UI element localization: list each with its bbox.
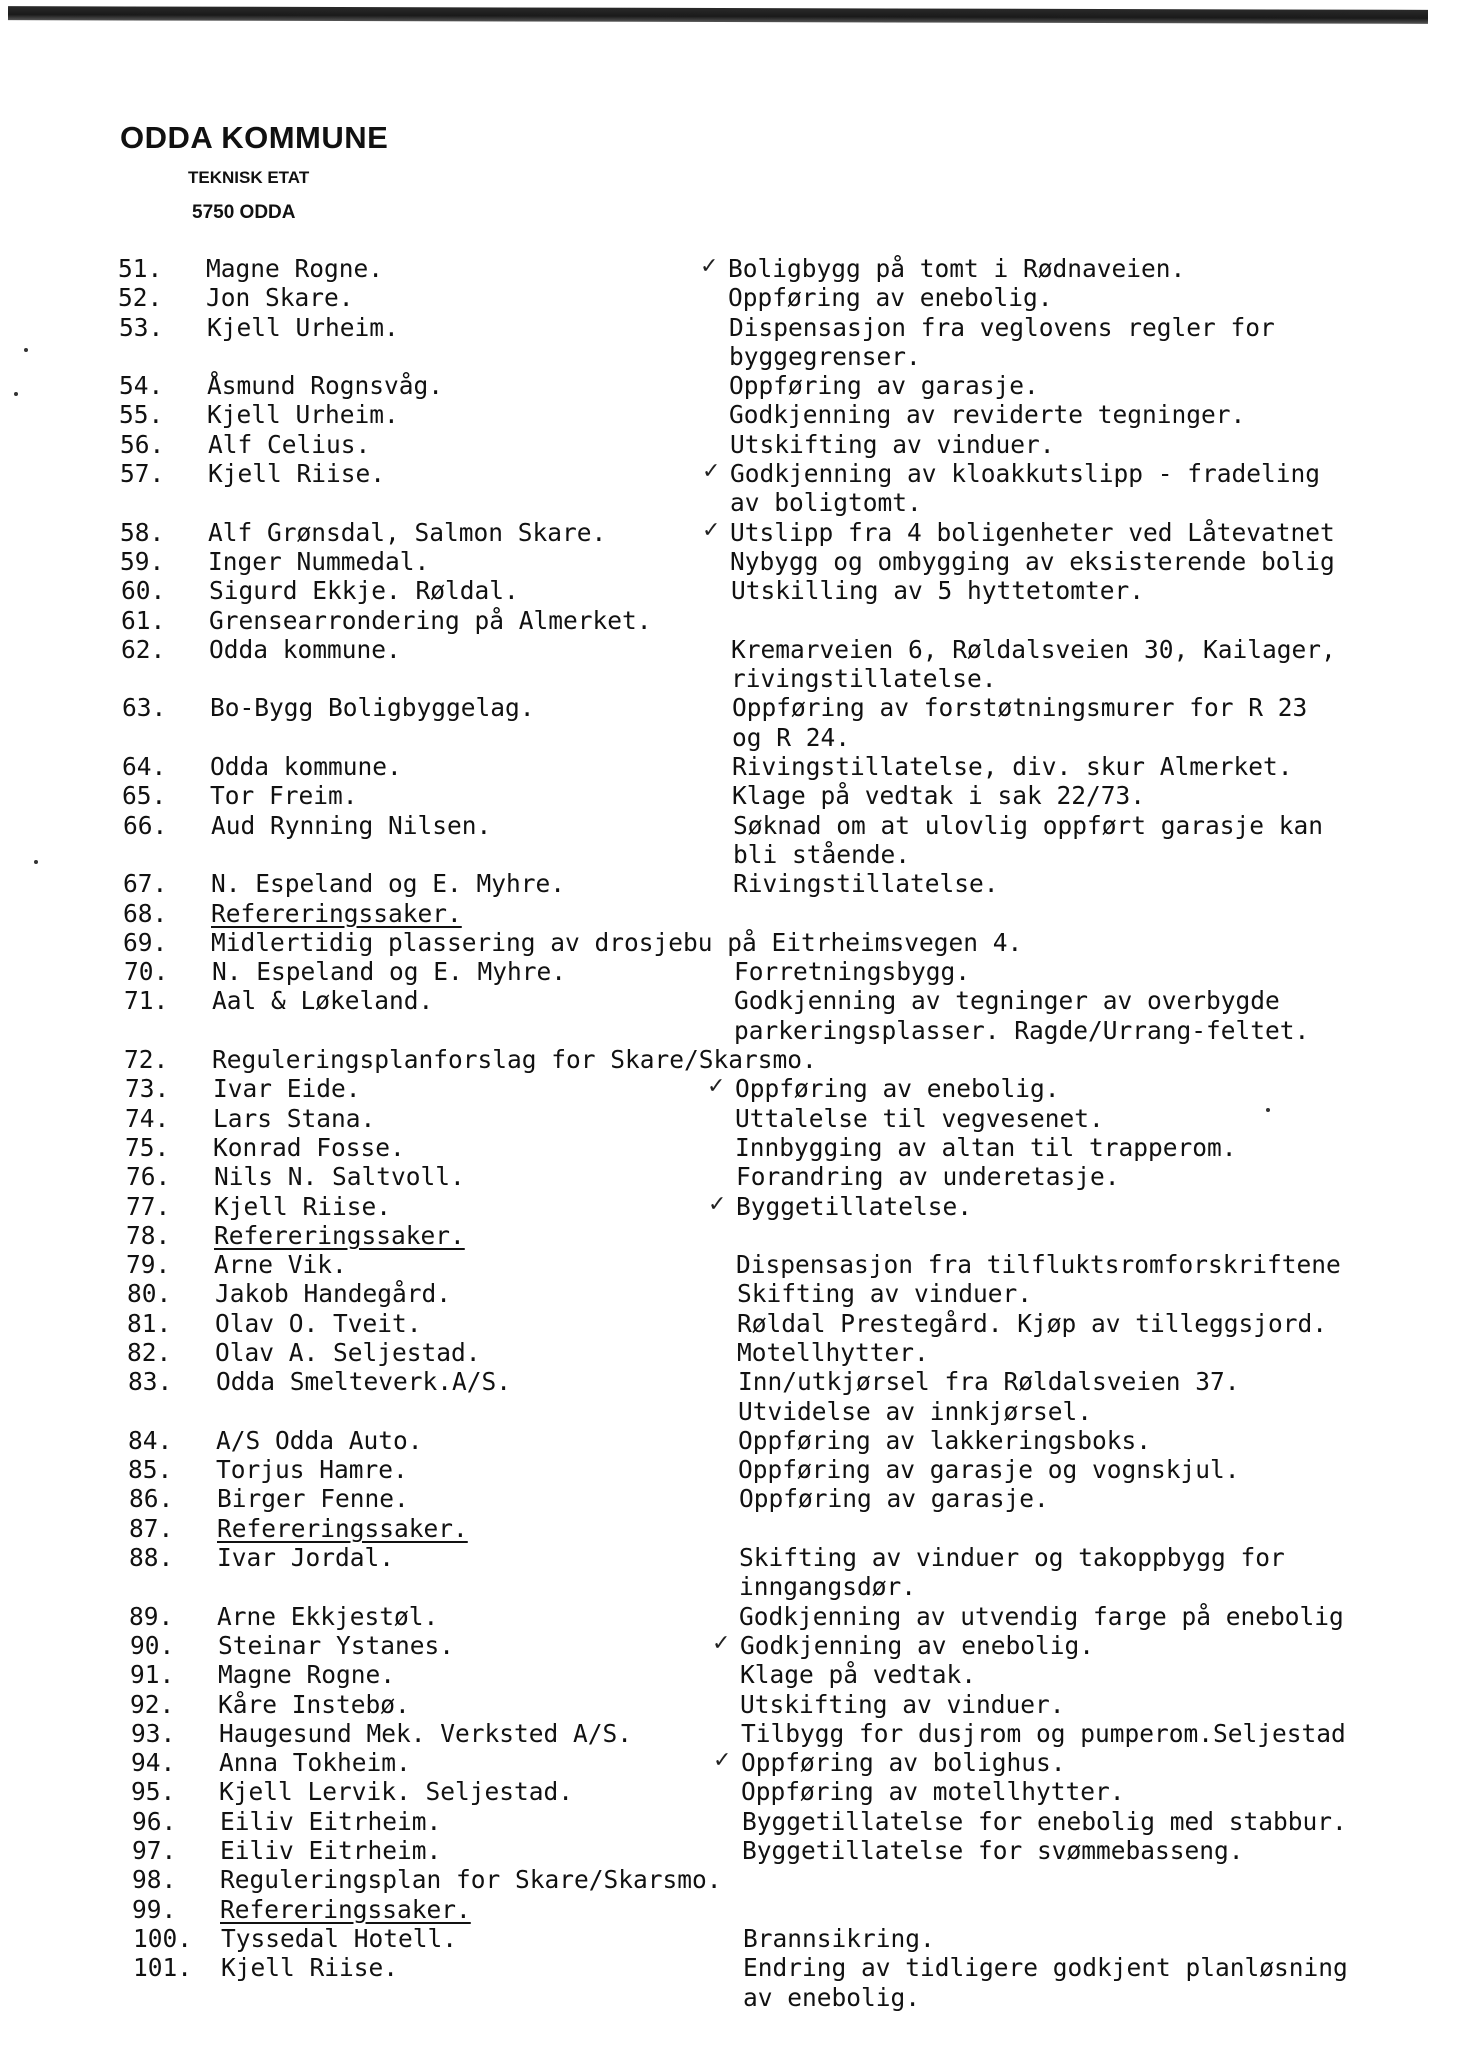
case-entry xyxy=(124,957,1458,986)
case-description xyxy=(737,1279,1032,1308)
applicant-name: Haugesund Mek. Verksted A/S. xyxy=(219,1718,633,1748)
case-description xyxy=(743,1924,935,1953)
case-title: Grensearrondering på Almerket. xyxy=(209,605,652,635)
case-number: 90. xyxy=(130,1630,175,1660)
description-line: Klage på vedtak. xyxy=(740,1660,977,1690)
case-number: 92. xyxy=(130,1689,175,1719)
case-number: 79. xyxy=(126,1250,171,1280)
case-number: 70. xyxy=(124,957,169,987)
handwritten-check-icon: ✓ xyxy=(708,1191,727,1217)
case-description xyxy=(739,1602,1344,1631)
description-line: Utskifting av vinduer. xyxy=(730,429,1055,459)
case-entry xyxy=(130,1660,1458,1689)
case-entry xyxy=(122,781,1458,810)
case-description xyxy=(738,1367,1240,1426)
description-line: byggegrenser. xyxy=(729,341,921,371)
applicant-name: N. Espeland og E. Myhre. xyxy=(212,957,567,987)
case-entry xyxy=(120,518,1458,547)
case-description xyxy=(713,1748,1066,1778)
applicant-name: Kjell Lervik. Seljestad. xyxy=(219,1777,574,1807)
case-title: Reguleringsplanforslag for Skare/Skarsmo. xyxy=(212,1045,817,1075)
case-entry xyxy=(124,986,1458,1045)
case-description xyxy=(730,430,1055,459)
case-entry xyxy=(121,576,1458,605)
case-number: 98. xyxy=(132,1865,177,1895)
scan-speck xyxy=(14,392,18,396)
case-entry xyxy=(133,1953,1458,2012)
case-number: 54. xyxy=(119,371,164,401)
applicant-name: Kjell Riise. xyxy=(214,1191,392,1221)
applicant-name: Kjell Riise. xyxy=(221,1953,399,1983)
applicant-name: Alf Grønsdal, Salmon Skare. xyxy=(208,517,607,547)
letterhead-address: 5750 ODDA xyxy=(192,202,296,223)
case-title: Reguleringsplan for Skare/Skarsmo. xyxy=(220,1865,722,1895)
case-number: 59. xyxy=(120,546,165,576)
description-line: Rivingstillatelse, div. skur Almerket. xyxy=(732,752,1293,782)
case-number: 77. xyxy=(126,1191,171,1221)
description-line: Byggetillatelse for enebolig med stabbur. xyxy=(742,1806,1347,1836)
description-line: Nybygg og ombygging av eksisterende bolig xyxy=(730,546,1335,576)
case-description xyxy=(734,986,1309,1045)
applicant-name: Lars Stana. xyxy=(213,1103,376,1133)
case-list xyxy=(118,254,1458,2012)
description-line: og R 24. xyxy=(732,722,851,752)
applicant-name: A/S Odda Auto. xyxy=(216,1425,423,1455)
description-line: Tilbygg for dusjrom og pumperom.Seljestad xyxy=(741,1718,1346,1748)
applicant-name: Olav A. Seljestad. xyxy=(215,1337,481,1367)
case-description xyxy=(735,1133,1237,1162)
case-entry xyxy=(120,547,1458,576)
case-entry xyxy=(129,1484,1458,1513)
description-line: Motellhytter. xyxy=(737,1337,929,1367)
case-description xyxy=(712,1630,1095,1660)
case-number: 56. xyxy=(120,429,165,459)
case-number: 78. xyxy=(126,1220,171,1250)
case-entry xyxy=(131,1777,1458,1806)
description-line: Utskifting av vinduer. xyxy=(740,1689,1065,1719)
case-entry xyxy=(125,1074,1458,1103)
handwritten-check-icon: ✓ xyxy=(713,1748,732,1774)
case-description xyxy=(741,1777,1125,1806)
handwritten-check-icon: ✓ xyxy=(702,517,721,543)
case-entry xyxy=(121,606,1458,635)
description-line: Dispensasjon fra tilfluktsromforskriftene xyxy=(736,1250,1341,1280)
case-number: 69. xyxy=(123,927,168,957)
case-entry xyxy=(123,811,1458,870)
case-description xyxy=(738,1426,1151,1455)
case-number: 57. xyxy=(120,459,165,489)
description-line: Oppføring av enebolig. xyxy=(728,283,1053,313)
case-number: 62. xyxy=(121,634,166,664)
case-number: 52. xyxy=(118,283,163,313)
handwritten-check-icon: ✓ xyxy=(702,459,721,485)
case-number: 71. xyxy=(124,986,169,1016)
handwritten-check-icon: ✓ xyxy=(700,254,719,279)
handwritten-check-icon: ✓ xyxy=(707,1074,726,1100)
description-line: Klage på vedtak i sak 22/73. xyxy=(732,781,1146,811)
case-description xyxy=(702,459,1321,518)
case-number: 61. xyxy=(121,605,166,635)
description-line: Kremarveien 6, Røldalsveien 30, Kailager, xyxy=(731,634,1336,664)
description-line: Skifting av vinduer. xyxy=(737,1279,1033,1309)
case-entry xyxy=(126,1192,1458,1221)
case-entry xyxy=(132,1836,1458,1865)
case-number: 68. xyxy=(123,898,168,928)
case-number: 73. xyxy=(125,1074,170,1104)
applicant-name: Inger Nummedal. xyxy=(208,546,430,576)
case-number: 94. xyxy=(131,1748,176,1778)
applicant-name: Sigurd Ekkje. Røldal. xyxy=(209,576,519,606)
description-line: Oppføring av enebolig. xyxy=(735,1074,1060,1104)
case-description xyxy=(728,283,1053,312)
case-entry xyxy=(131,1719,1458,1748)
description-line: Uttalelse til vegvesenet. xyxy=(735,1103,1104,1133)
case-entry xyxy=(126,1221,1458,1250)
applicant-name: Nils N. Saltvoll. xyxy=(214,1162,465,1192)
case-number: 100. xyxy=(133,1923,193,1953)
case-entry xyxy=(132,1807,1458,1836)
handwritten-check-icon: ✓ xyxy=(712,1630,731,1656)
description-line: Forretningsbygg. xyxy=(734,957,971,987)
case-entry xyxy=(119,400,1458,429)
description-line: Forandring av underetasje. xyxy=(736,1162,1120,1192)
case-entry xyxy=(127,1338,1458,1367)
case-number: 99. xyxy=(132,1894,177,1924)
case-entry xyxy=(119,371,1458,400)
case-description xyxy=(700,254,1186,283)
description-line: av enebolig. xyxy=(743,1982,921,2012)
applicant-name: Ivar Jordal. xyxy=(217,1543,395,1573)
applicant-name: Birger Fenne. xyxy=(217,1484,409,1514)
section-heading: Refereringssaker. xyxy=(214,1220,465,1250)
scan-speck xyxy=(24,348,28,352)
case-entry xyxy=(129,1602,1458,1631)
case-entry xyxy=(128,1426,1458,1455)
case-description xyxy=(734,957,970,986)
applicant-name: Jon Skare. xyxy=(206,283,354,313)
section-heading: Refereringssaker. xyxy=(220,1894,471,1924)
description-line: Oppføring av garasje og vognskjul. xyxy=(738,1455,1240,1485)
description-line: Oppføring av bolighus. xyxy=(741,1748,1066,1778)
applicant-name: Torjus Hamre. xyxy=(216,1455,408,1485)
applicant-name: Kjell Urheim. xyxy=(207,312,399,342)
case-number: 80. xyxy=(127,1279,172,1309)
case-entry xyxy=(127,1309,1458,1338)
applicant-name: Tor Freim. xyxy=(210,781,358,811)
scan-speck xyxy=(34,860,38,864)
case-number: 58. xyxy=(120,517,165,547)
case-number: 88. xyxy=(129,1543,174,1573)
case-number: 76. xyxy=(126,1162,171,1192)
description-line: Godkjenning av tegninger av overbygde xyxy=(734,986,1280,1016)
applicant-name: Ivar Eide. xyxy=(213,1074,361,1104)
description-line: Brannsikring. xyxy=(743,1923,935,1953)
case-description xyxy=(740,1690,1065,1719)
case-description xyxy=(736,1250,1341,1279)
description-line: Rivingstillatelse. xyxy=(733,869,999,899)
case-number: 60. xyxy=(121,576,166,606)
case-entry xyxy=(125,1104,1458,1133)
case-number: 83. xyxy=(128,1367,173,1397)
case-description xyxy=(742,1836,1244,1865)
case-description xyxy=(743,1953,1348,2012)
case-number: 75. xyxy=(125,1132,170,1162)
case-number: 93. xyxy=(131,1718,176,1748)
applicant-name: Magne Rogne. xyxy=(218,1660,396,1690)
applicant-name: Åsmund Rognsvåg. xyxy=(207,371,444,401)
case-number: 55. xyxy=(119,400,164,430)
case-number: 87. xyxy=(129,1513,174,1543)
case-entry xyxy=(126,1250,1458,1279)
description-line: av boligtomt. xyxy=(730,488,922,518)
applicant-name: Kjell Urheim. xyxy=(207,400,399,430)
case-entry xyxy=(123,899,1458,928)
case-entry xyxy=(123,869,1458,898)
description-line: Utslipp fra 4 boligenheter ved Låtevatnet xyxy=(730,517,1335,547)
applicant-name: Kjell Riise. xyxy=(208,459,386,489)
applicant-name: Odda kommune. xyxy=(210,752,402,782)
case-description xyxy=(733,811,1323,870)
case-entry xyxy=(133,1924,1458,1953)
case-description xyxy=(735,1104,1104,1133)
description-line: inngangsdør. xyxy=(739,1572,917,1602)
applicant-name: Aud Rynning Nilsen. xyxy=(211,810,492,840)
description-line: Godkjenning av enebolig. xyxy=(740,1630,1095,1660)
case-description xyxy=(733,869,999,898)
description-line: Oppføring av lakkeringsboks. xyxy=(738,1425,1152,1455)
description-line: Oppføring av garasje. xyxy=(739,1484,1049,1514)
case-entry xyxy=(128,1455,1458,1484)
case-description xyxy=(731,576,1144,605)
applicant-name: Tyssedal Hotell. xyxy=(221,1923,458,1953)
case-description xyxy=(732,781,1145,810)
description-line: Boligbygg på tomt i Rødnaveien. xyxy=(728,254,1186,283)
case-entry xyxy=(132,1865,1458,1894)
case-entry xyxy=(120,459,1458,518)
description-line: Byggetillatelse. xyxy=(736,1191,973,1221)
case-number: 82. xyxy=(127,1337,172,1367)
case-entry xyxy=(132,1895,1458,1924)
applicant-name: Eiliv Eitrheim. xyxy=(220,1836,442,1866)
applicant-name: Alf Celius. xyxy=(208,429,371,459)
case-description xyxy=(732,693,1307,752)
case-description xyxy=(730,547,1335,576)
case-description xyxy=(732,752,1293,781)
case-number: 101. xyxy=(133,1953,193,1983)
section-heading: Refereringssaker. xyxy=(211,898,462,928)
description-line: Inn/utkjørsel fra Røldalsveien 37. xyxy=(738,1367,1240,1397)
case-description xyxy=(736,1162,1120,1191)
case-number: 95. xyxy=(131,1777,176,1807)
description-line: Utskilling av 5 hyttetomter. xyxy=(731,576,1145,606)
case-number: 97. xyxy=(132,1836,177,1866)
case-entry xyxy=(122,752,1458,781)
case-description xyxy=(738,1455,1240,1484)
case-description xyxy=(741,1719,1346,1748)
applicant-name: Aal & Løkeland. xyxy=(212,986,434,1016)
case-number: 84. xyxy=(128,1425,173,1455)
applicant-name: Bo-Bygg Boligbyggelag. xyxy=(210,693,535,723)
description-line: Godkjenning av reviderte tegninger. xyxy=(729,400,1246,430)
section-heading: Refereringssaker. xyxy=(217,1513,468,1543)
description-line: Godkjenning av utvendig farge på enebolig xyxy=(739,1601,1344,1631)
applicant-name: Odda Smelteverk.A/S. xyxy=(216,1367,512,1397)
case-entry xyxy=(124,1045,1458,1074)
description-line: Oppføring av forstøtningsmurer for R 23 xyxy=(732,693,1308,723)
case-entry xyxy=(129,1514,1458,1543)
case-entry xyxy=(125,1133,1458,1162)
scan-top-edge xyxy=(8,6,1428,24)
case-number: 63. xyxy=(122,693,167,723)
case-number: 51. xyxy=(118,254,163,283)
applicant-name: Anna Tokheim. xyxy=(219,1748,411,1778)
case-entry xyxy=(122,693,1458,752)
applicant-name: Arne Ekkjestøl. xyxy=(217,1601,439,1631)
case-entry xyxy=(118,254,1458,283)
case-entry xyxy=(120,430,1458,459)
case-title: Midlertidig plassering av drosjebu på Eitrheimsvegen 4. xyxy=(211,927,1023,957)
description-line: Oppføring av motellhytter. xyxy=(741,1777,1125,1807)
applicant-name: Eiliv Eitrheim. xyxy=(220,1806,442,1836)
case-description xyxy=(729,313,1275,372)
case-description xyxy=(737,1309,1327,1338)
description-line: parkeringsplasser. Ragde/Urrang-feltet. xyxy=(734,1015,1310,1045)
case-entry xyxy=(129,1543,1458,1602)
description-line: bli stående. xyxy=(733,839,911,869)
applicant-name: Steinar Ystanes. xyxy=(218,1630,455,1660)
case-description xyxy=(729,371,1039,400)
case-number: 72. xyxy=(124,1045,169,1075)
description-line: Byggetillatelse for svømmebasseng. xyxy=(742,1836,1244,1866)
applicant-name: Arne Vik. xyxy=(214,1250,347,1280)
applicant-name: N. Espeland og E. Myhre. xyxy=(211,869,566,899)
case-entry xyxy=(130,1690,1458,1719)
case-entry xyxy=(123,928,1458,957)
case-entry xyxy=(127,1279,1458,1308)
case-number: 91. xyxy=(130,1660,175,1690)
description-line: Innbygging av altan til trapperom. xyxy=(735,1132,1237,1162)
applicant-name: Olav O. Tveit. xyxy=(215,1308,422,1338)
case-number: 64. xyxy=(122,752,167,782)
case-description xyxy=(740,1660,976,1689)
case-entry xyxy=(128,1367,1458,1426)
description-line: Endring av tidligere godkjent planløsning xyxy=(743,1953,1348,1983)
case-number: 85. xyxy=(128,1455,173,1485)
description-line: Dispensasjon fra veglovens regler for xyxy=(729,312,1275,342)
case-description xyxy=(708,1191,973,1221)
description-line: Skifting av vinduer og takoppbygg for xyxy=(739,1543,1285,1573)
applicant-name: Odda kommune. xyxy=(209,634,401,664)
case-number: 96. xyxy=(132,1806,177,1836)
letterhead xyxy=(120,120,388,224)
letterhead-title: ODDA KOMMUNE xyxy=(120,120,389,155)
case-number: 81. xyxy=(127,1308,172,1338)
case-description xyxy=(739,1543,1285,1602)
description-line: Godkjenning av kloakkutslipp - fradeling xyxy=(730,459,1321,489)
description-line: rivingstillatelse. xyxy=(731,664,997,694)
description-line: Røldal Prestegård. Kjøp av tilleggsjord. xyxy=(737,1308,1328,1338)
applicant-name: Magne Rogne. xyxy=(206,254,384,283)
case-description xyxy=(739,1484,1049,1513)
case-description xyxy=(729,400,1245,429)
description-line: Oppføring av garasje. xyxy=(729,371,1039,401)
case-number: 67. xyxy=(123,869,168,899)
case-entry xyxy=(126,1162,1458,1191)
case-number: 53. xyxy=(119,312,164,342)
case-description xyxy=(742,1807,1347,1836)
applicant-name: Jakob Handegård. xyxy=(215,1279,452,1309)
case-entry xyxy=(130,1631,1458,1660)
case-description xyxy=(737,1338,929,1367)
case-entry xyxy=(119,313,1458,372)
case-number: 74. xyxy=(125,1103,170,1133)
case-entry xyxy=(118,283,1458,312)
case-number: 66. xyxy=(123,810,168,840)
applicant-name: Kåre Instebø. xyxy=(218,1689,410,1719)
letterhead-subtitle: TEKNISK ETAT xyxy=(188,168,310,187)
case-number: 65. xyxy=(122,781,167,811)
case-entry xyxy=(121,635,1458,694)
applicant-name: Konrad Fosse. xyxy=(213,1132,405,1162)
description-line: Utvidelse av innkjørsel. xyxy=(738,1396,1093,1426)
description-line: Søknad om at ulovlig oppført garasje kan xyxy=(733,810,1324,840)
case-entry xyxy=(131,1748,1458,1777)
case-description xyxy=(707,1074,1060,1104)
case-number: 86. xyxy=(129,1484,174,1514)
case-number: 89. xyxy=(129,1601,174,1631)
case-description xyxy=(702,517,1335,547)
case-description xyxy=(731,635,1336,694)
